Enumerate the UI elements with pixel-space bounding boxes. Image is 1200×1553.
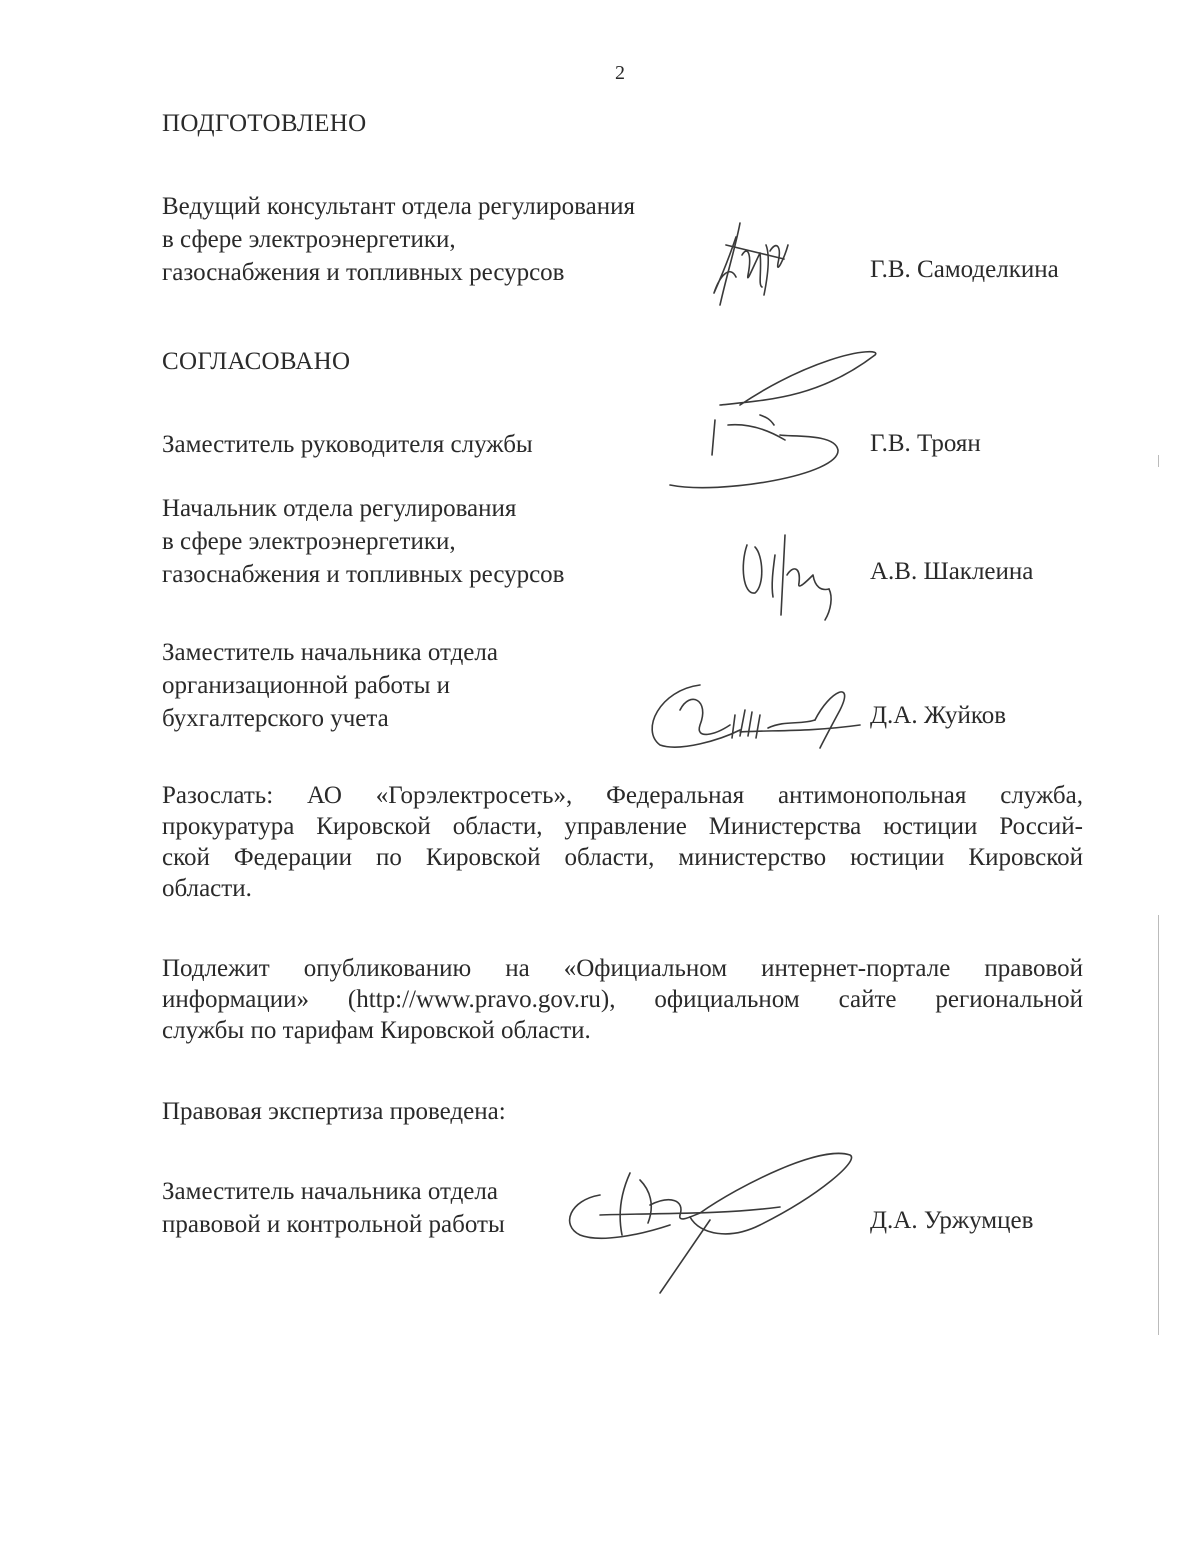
agreed-signer-2-position-line: в сфере электроэнергетики, [162, 528, 456, 555]
signature-shakleina [735, 525, 855, 625]
prepared-position [162, 190, 635, 289]
agreed-signer-3-name: Д.А. Жуйков [870, 702, 1007, 729]
agreed-heading: СОГЛАСОВАНО [162, 348, 351, 375]
distribution-line: ской Федерации по Кировской области, министерство юстиции Кировской [162, 844, 1083, 871]
agreed-signer-2-position-line: Начальник отдела регулирования [162, 495, 517, 522]
agreed-signer-3-position-line: бухгалтерского учета [162, 705, 389, 732]
prepared-position-line: в сфере электроэнергетики, [162, 226, 456, 253]
legal-review-signer-name: Д.А. Уржумцев [870, 1207, 1034, 1234]
agreed-signer-2-position-line: газоснабжения и топливных ресурсов [162, 561, 565, 588]
distribution-line: прокуратура Кировской области, управление Министерства юстиции Россий- [162, 813, 1083, 840]
prepared-position-line: газоснабжения и топливных ресурсов [162, 259, 565, 286]
signature-samodelkina [700, 215, 810, 310]
agreed-signer-1-name: Г.В. Троян [870, 430, 981, 457]
distribution-line: области. [162, 875, 252, 902]
legal-review-heading: Правовая экспертиза проведена: [162, 1098, 506, 1125]
legal-review-position-line: Заместитель начальника отдела [162, 1178, 498, 1205]
agreed-signer-3-position [162, 636, 498, 735]
distribution-line: Разослать: АО «Горэлектросеть», Федеральная антимонопольная служба, [162, 782, 1083, 809]
prepared-heading: ПОДГОТОВЛЕНО [162, 110, 367, 137]
publication-paragraph [162, 953, 1083, 1046]
prepared-position-line: Ведущий консультант отдела регулирования [162, 193, 635, 220]
publication-line: информации» (http://www.pravo.gov.ru), официальном сайте региональной [162, 986, 1083, 1013]
agreed-signer-1-position [162, 428, 533, 461]
scan-edge-mark [1158, 915, 1159, 1335]
agreed-signer-2-position [162, 492, 565, 591]
publication-line: службы по тарифам Кировской области. [162, 1017, 591, 1044]
prepared-signer-name: Г.В. Самоделкина [870, 256, 1059, 283]
publication-line: Подлежит опубликованию на «Официальном интернет-портале правовой [162, 955, 1083, 982]
signature-zhuykov [640, 670, 870, 755]
agreed-signer-1-position-line: Заместитель руководителя службы [162, 431, 533, 458]
page-number: 2 [615, 62, 625, 84]
agreed-signer-3-position-line: Заместитель начальника отдела [162, 639, 498, 666]
signature-urzhumtsev [560, 1145, 860, 1300]
distribution-paragraph [162, 780, 1083, 904]
signature-troyan [660, 345, 900, 495]
agreed-signer-2-name: А.В. Шаклеина [870, 558, 1034, 585]
legal-review-position [162, 1175, 505, 1241]
scan-edge-mark [1158, 455, 1159, 467]
agreed-signer-3-position-line: организационной работы и [162, 672, 451, 699]
legal-review-position-line: правовой и контрольной работы [162, 1211, 505, 1238]
